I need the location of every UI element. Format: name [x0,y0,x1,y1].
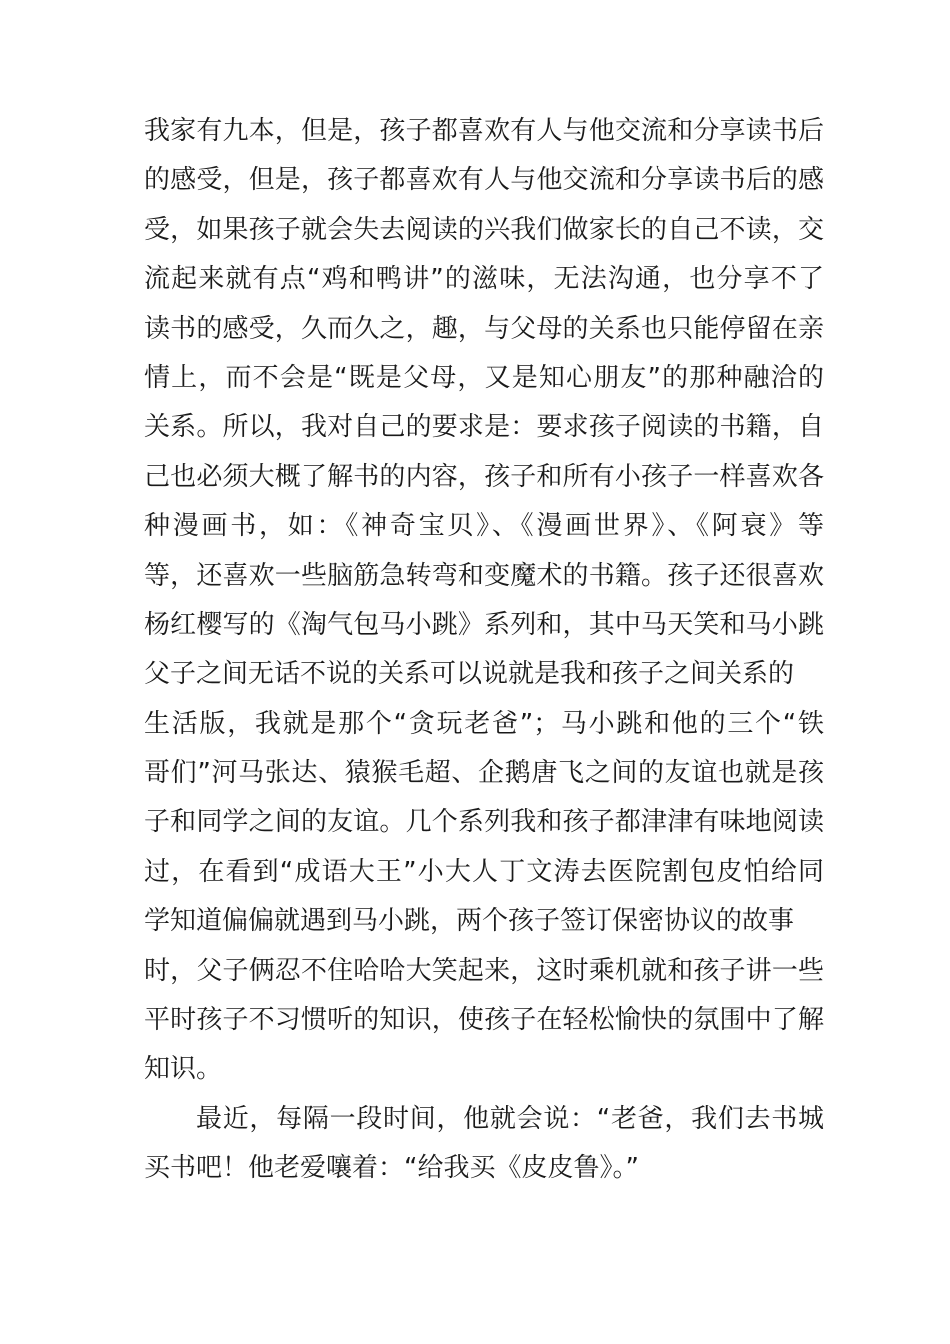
paragraph-1 [144,107,824,1095]
text-line: 父子之间无话不说的关系可以说就是我和孩子之间关系的 [144,659,795,690]
text-line: 读书的感受，久而久之，趣，与父母的关系也只能停留在亲 [144,313,824,344]
text-line: 己也必须大概了解书的内容，孩子和所有小孩子一样喜欢各 [144,461,824,492]
text-line: 哥们”河马张达、猿猴毛超、企鹅唐飞之间的友谊也就是孩 [144,758,824,789]
body-text [144,107,824,1194]
paragraph-2 [144,1095,824,1194]
text-line: 过，在看到“成语大王”小大人丁文涛去医院割包皮怕给同 [144,856,824,887]
text-line: 杨红樱写的《淘气包马小跳》系列和，其中马天笑和马小跳 [144,609,824,640]
text-line: 关系。所以，我对自己的要求是：要求孩子阅读的书籍，自 [144,412,824,443]
text-line: 子和同学之间的友谊。几个系列我和孩子都津津有味地阅读 [144,807,824,838]
text-line: 受，如果孩子就会失去阅读的兴我们做家长的自己不读，交 [144,214,824,245]
text-line: 种漫画书，如：《神奇宝贝》、《漫画世界》、《阿衰》等 [144,511,824,542]
text-line: 平时孩子不习惯听的知识，使孩子在轻松愉快的氛围中了解 [144,1005,824,1036]
text-line: 最近，每隔一段时间，他就会说：“老爸，我们去书城 [196,1103,824,1134]
text-line: 学知道偏偏就遇到马小跳，两个孩子签订保密协议的故事 [144,906,795,937]
text-line: 情上，而不会是“既是父母，又是知心朋友”的那种融洽的 [144,362,824,393]
text-line: 我家有九本，但是，孩子都喜欢有人与他交流和分享读书后 [144,116,824,146]
text-line: 知识。 [144,1054,223,1085]
text-line: 生活版，我就是那个“贪玩老爸”；马小跳和他的三个“铁 [144,708,824,739]
text-line: 时，父子俩忍不住哈哈大笑起来，这时乘机就和孩子讲一些 [144,955,824,986]
text-line: 流起来就有点“鸡和鸭讲”的滋味，无法沟通，也分享不了 [144,264,824,295]
text-line: 等，还喜欢一些脑筋急转弯和变魔术的书籍。孩子还很喜欢 [144,560,824,591]
text-line: 买书吧！他老爱嚷着：“给我买《皮皮鲁》。” [144,1153,639,1184]
text-line: 的感受，但是，孩子都喜欢有人与他交流和分享读书后的感 [144,165,824,196]
